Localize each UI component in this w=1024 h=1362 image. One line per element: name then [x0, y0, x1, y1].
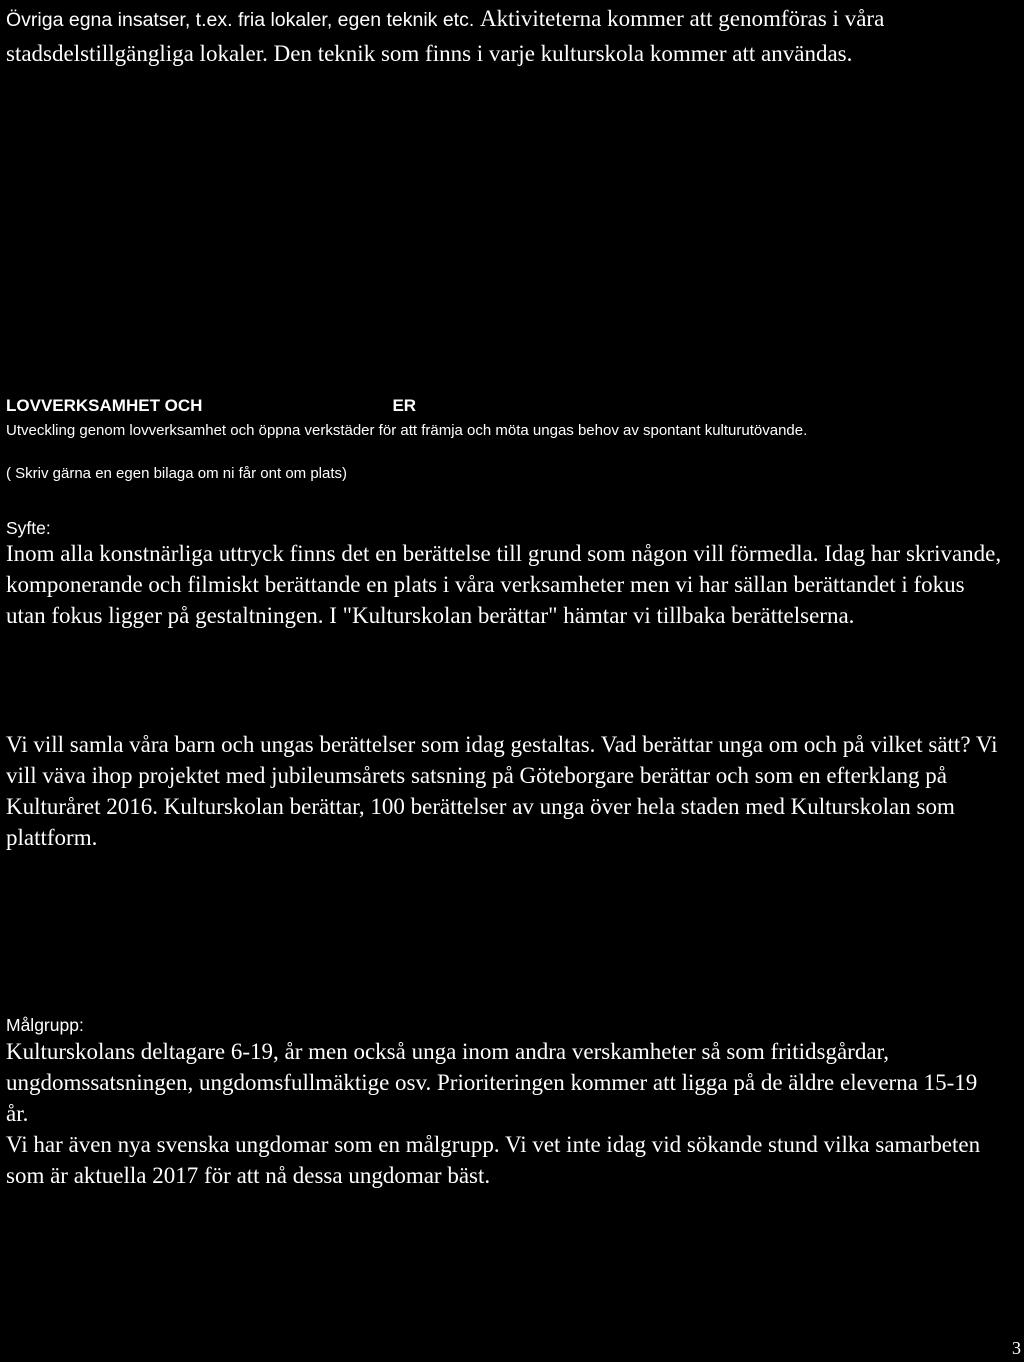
malgrupp-text — [6, 1036, 1004, 1191]
vision-text: Vi vill samla våra barn och ungas berättelser som idag gestaltas. Vad berättar unga om och på vilket sätt? Vi vill väva ihop projektet med jubileumsårets satsning på Göteborgare berättar och som en efterklang på Kulturåret 2016. Kulturskolan berättar, 100 berättelser av unga över hela staden med Kulturskolan som plattform. — [6, 732, 998, 850]
intro-paragraph — [6, 2, 1004, 71]
section-heading-part1: LOVVERKSAMHET OCH — [6, 396, 203, 415]
section-note: ( Skriv gärna en egen bilaga om ni får ont om plats) — [6, 465, 348, 482]
section-heading — [6, 395, 1004, 417]
section-subtext: Utveckling genom lovverksamhet och öppna verkstäder för att främja och möta ungas behov av spontant kulturutövande. — [6, 422, 808, 439]
page-number: 3 — [1012, 1338, 1021, 1358]
syfte-text: Inom alla konstnärliga uttryck finns det en berättelse till grund som någon vill förmedla. Idag har skrivande, komponerande och filmiskt berättande en plats i våra verksamheter men vi har sällan berättandet i fokus utan fokus ligger på gestaltningen. I "Kulturskolan berättar" hämtar vi tillbaka berättelserna. — [6, 541, 1002, 628]
malgrupp-label: Målgrupp: — [6, 1015, 84, 1035]
intro-text: Aktiviteterna kommer att genomföras i våra stadsdelstillgängliga lokaler. Den teknik som finns i varje kulturskola kommer att användas. — [6, 6, 885, 66]
intro-lead-label: Övriga egna insatser, t.ex. fria lokaler, egen teknik etc. — [6, 9, 475, 31]
syfte-label: Syfte: — [6, 518, 51, 538]
section-heading-part2: ER — [392, 396, 417, 415]
malgrupp-paragraph-2: Vi har även nya svenska ungdomar som en målgrupp. Vi vet inte idag vid sökande stund vilka samarbeten som är aktuella 2017 för att nå dessa ungdomar bäst. — [6, 1132, 981, 1188]
malgrupp-paragraph-1: Kulturskolans deltagare 6-19, år men också unga inom andra verskamheter så som fritidsgårdar, ungdomssatsningen, ungdomsfullmäktige osv. Prioriteringen kommer att ligga på de äldre eleverna 15-19 år. — [6, 1039, 978, 1126]
